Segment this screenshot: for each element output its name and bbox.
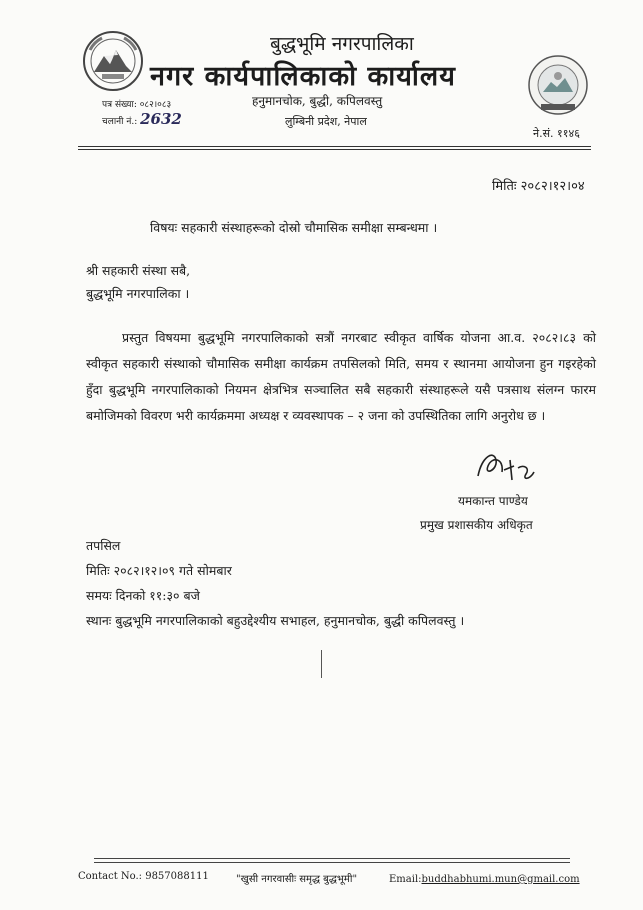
nepal-sambat-date: ने.सं. ११४६: [533, 127, 580, 140]
recipient-line-1: श्री सहकारी संस्था सबै,: [86, 263, 191, 278]
address-line-1: हनुमानचोक, बुद्धी, कपिलवस्तु: [252, 94, 383, 108]
email-link[interactable]: buddhabhumi.mun@gmail.com: [421, 874, 580, 885]
header-divider: [78, 146, 591, 150]
letter-date: मितिः २०८२।१२।०४: [492, 179, 585, 194]
dispatch-label: चलानी नं.:: [102, 117, 138, 127]
recipient-line-2: बुद्धभूमि नगरपालिका ।: [86, 286, 190, 301]
reference-block: [102, 98, 182, 129]
details-heading: तपसिल: [86, 538, 121, 553]
signature-mark-icon: [474, 446, 540, 494]
address-line-2: लुम्बिनी प्रदेश, नेपाल: [285, 115, 367, 128]
details-time: समयः दिनको ११:३० बजे: [86, 588, 200, 603]
footer-divider: [94, 858, 570, 859]
recipient-block: [86, 259, 190, 305]
signatory-title: प्रमुख प्रशासकीय अधिकृत: [420, 518, 533, 532]
details-date: मितिः २०८२।१२।०९ गते सोमबार: [86, 563, 232, 578]
letter-number: पत्र संख्या: ०८२।०८३: [102, 100, 172, 110]
letter-subject: विषयः सहकारी संस्थाहरूको दोस्रो चौमासिक समीक्षा सम्बन्धमा ।: [150, 220, 438, 235]
municipal-seal-icon: [527, 54, 589, 120]
signatory-name: यमकान्त पाण्डेय: [458, 494, 528, 508]
footer-divider-2: [94, 862, 570, 863]
email-label: Email:: [389, 874, 422, 885]
dispatch-row: [102, 112, 182, 129]
dispatch-number: 2632: [140, 110, 182, 128]
municipality-name: बुद्धभूमि नगरपालिका: [270, 33, 414, 55]
schedule-details: [86, 533, 464, 633]
letter-body: प्रस्तुत विषयमा बुद्धभूमि नगरपालिकाको सत्रौं नगरबाट स्वीकृत वार्षिक योजना आ.व. २०८२।८३ को स्वीकृत सहकारी संस्थाको चौमासिक समीक्षा कार्यक्रम तपसिलको मिति, समय र स्थानमा आयोजना हुन गइरहेको हुँदा बुद्धभूमि नगरपालिकाको नियमन क्षेत्रभित्र सञ्चालित सबै सहकारी संस्थाहरूले यसै पत्रसाथ संलग्न फारम बमोजिमको विवरण भरी कार्यक्रममा अध्यक्ष र व्यवस्थापक – २ जना को उपस्थितिका लागि अनुरोध छ ।: [86, 330, 596, 423]
footer-contact: Contact No.: 9857088111: [78, 871, 209, 882]
scan-mark: [321, 650, 322, 678]
government-emblem-icon: [82, 30, 144, 96]
footer-slogan: "खुसी नगरवासीः समृद्ध बुद्धभूमी": [236, 874, 358, 885]
footer-email: [389, 874, 580, 885]
office-title: नगर कार्यपालिकाको कार्यालय: [150, 61, 456, 92]
details-place: स्थानः बुद्धभूमि नगरपालिकाको बहुउद्देश्यीय सभाहल, हनुमानचोक, बुद्धी कपिलवस्तु ।: [86, 613, 465, 628]
